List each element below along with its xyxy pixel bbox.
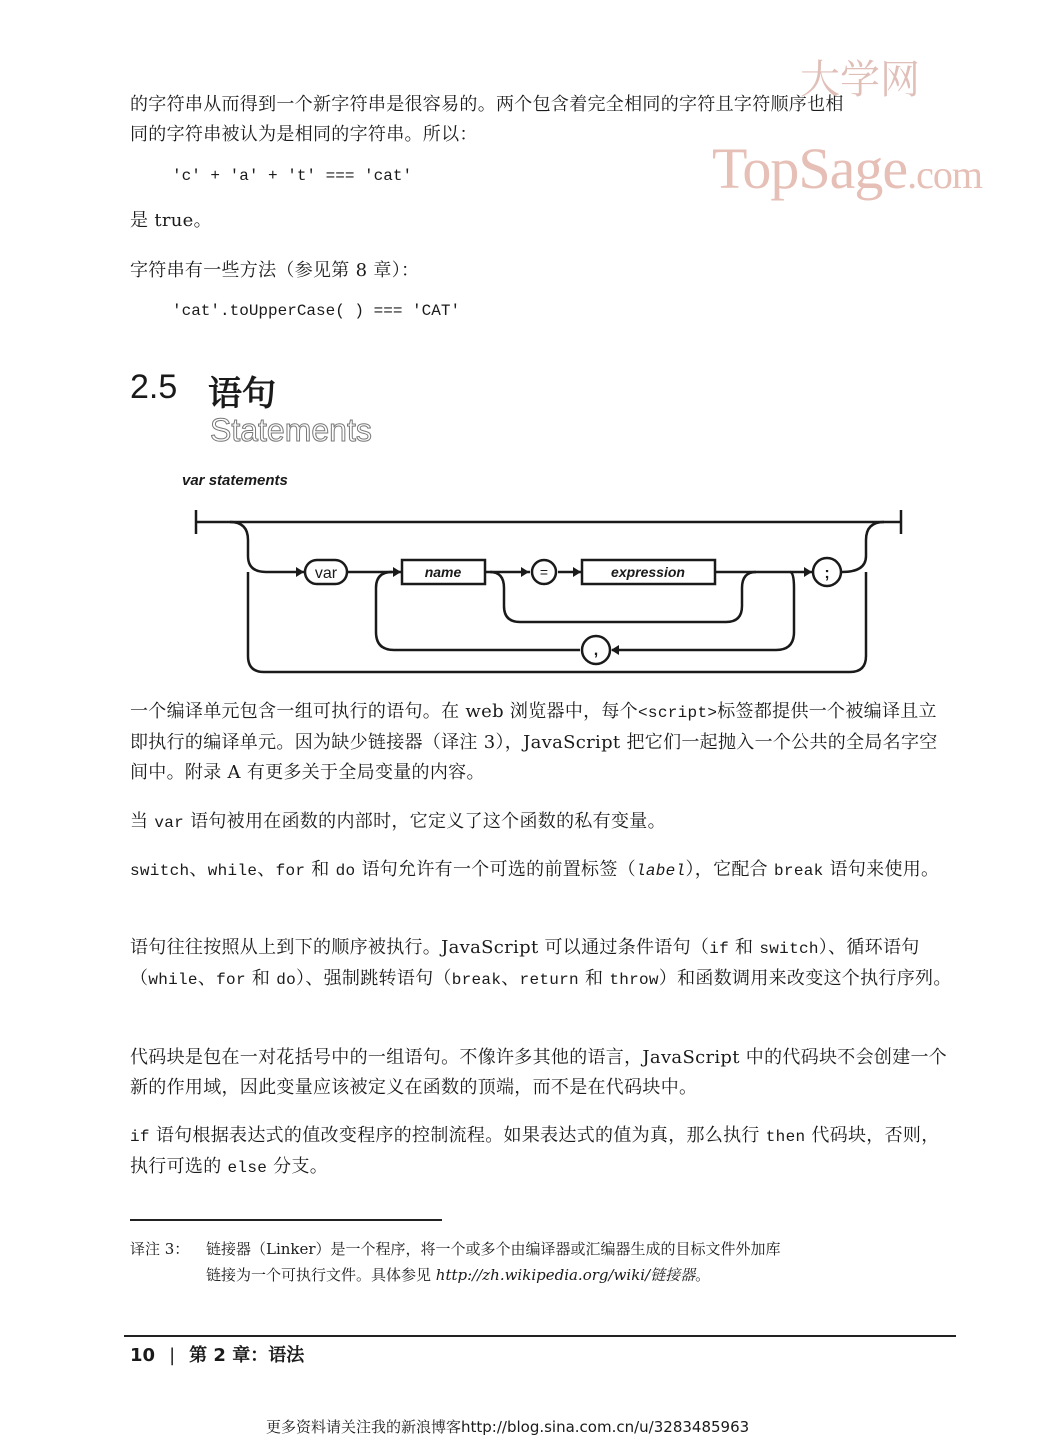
label-sep-2: 、	[257, 859, 276, 880]
if-keyword: if	[709, 940, 730, 958]
footnote-label: 译注 3：	[130, 1240, 190, 1258]
order-sep-1: 、	[197, 968, 217, 989]
order-text-b: ）、循环语句（	[130, 937, 920, 989]
label-keyword: label	[635, 862, 686, 880]
break-keyword: break	[774, 862, 824, 880]
diagram-node-var: var	[314, 565, 338, 582]
footer-separator: |	[169, 1345, 176, 1366]
while-keyword: while	[207, 862, 258, 880]
while-keyword: while	[148, 971, 198, 989]
page-footer	[130, 1341, 304, 1367]
compilation-unit-paragraph	[130, 697, 952, 788]
diagram-node-semicolon: ;	[824, 565, 830, 582]
for-keyword: for	[275, 862, 306, 880]
watermark-name: TopSage	[712, 136, 908, 201]
if-keyword: if	[130, 1128, 150, 1146]
code-touppercase: 'cat'.toUpperCase( ) === 'CAT'	[172, 302, 461, 320]
if-text-c: 分支。	[267, 1156, 329, 1177]
do-keyword: do	[276, 971, 297, 989]
then-keyword: then	[765, 1128, 806, 1146]
intro-line-2: 同的字符串被认为是相同的字符串。所以：	[130, 124, 478, 145]
switch-keyword: switch	[759, 940, 819, 958]
script-tag-code: <script>	[638, 704, 718, 722]
do-keyword: do	[335, 862, 356, 880]
page-number: 10	[130, 1345, 156, 1366]
chapter-title: 第 2 章：语法	[189, 1345, 305, 1366]
var-paragraph	[130, 807, 952, 838]
if-paragraph	[130, 1121, 952, 1183]
var-keyword: var	[154, 814, 185, 832]
order-sep-2: 、	[501, 968, 520, 989]
true-paragraph: 是 true。	[130, 210, 212, 231]
unit-text-a: 一个编译单元包含一组可执行的语句。在 web 浏览器中，每个	[130, 701, 639, 722]
if-text-a: 语句根据表达式的值改变程序的控制流程。如果表达式的值为真，那么执行	[149, 1125, 766, 1146]
diagram-node-name: name	[424, 564, 462, 580]
throw-keyword: throw	[609, 971, 659, 989]
switch-keyword: switch	[130, 862, 190, 880]
label-paragraph	[130, 855, 952, 886]
order-text-c: ）、强制跳转语句（	[296, 968, 452, 989]
label-text-b: ），它配合	[685, 859, 775, 880]
label-text-c: 语句来使用。	[823, 859, 940, 880]
diagram-node-comma: ,	[593, 642, 599, 659]
footnote-line-2a: 链接为一个可执行文件。具体参见	[206, 1266, 436, 1284]
footnote-line-2b: 。	[695, 1266, 711, 1284]
diagram-label: var statements	[182, 472, 288, 489]
footnote-url[interactable]: http://zh.wikipedia.org/wiki/链接器	[435, 1266, 696, 1284]
footer-rule	[124, 1335, 956, 1337]
order-text-d: ）和函数调用来改变这个执行序列。	[658, 968, 952, 989]
block-paragraph: 代码块是包在一对花括号中的一组语句。不像许多其他的语言，JavaScript 中的代码块不会创建一个新的作用域，因此变量应该被定义在函数的顶端，而不是在代码块中。	[130, 1047, 948, 1098]
unit-text-b: 标签都提供一个被编译且立即执行的编译单元。因为缺少链接器（译注 3），JavaScript 把它们一起抛入一个公共的全局名字空间中。附录 A 有更多关于全局变量的内容。	[130, 701, 938, 783]
order-text-a: 语句往往按照从上到下的顺序被执行。JavaScript 可以通过条件语句（	[130, 937, 710, 958]
var-statements-diagram	[0, 0, 1057, 700]
else-keyword: else	[227, 1159, 268, 1177]
footnote-line-1: 链接器（Linker）是一个程序，将一个或多个由编译器或汇编器生成的目标文件外加库	[206, 1240, 781, 1258]
break-keyword: break	[451, 971, 502, 989]
label-sep-1: 、	[189, 859, 208, 880]
methods-paragraph: 字符串有一些方法（参见第 8 章）：	[130, 260, 420, 281]
intro-line-1: 的字符串从而得到一个新字符串是很容易的。两个包含着完全相同的字符且字符顺序也相	[130, 94, 844, 115]
label-text-a: 语句允许有一个可选的前置标签（	[355, 859, 636, 880]
footnote	[130, 1236, 952, 1288]
return-keyword: return	[519, 971, 579, 989]
order-and-2: 和	[245, 968, 277, 989]
var-text-b: 语句被用在函数的内部时，它定义了这个函数的私有变量。	[184, 811, 666, 832]
section-subtitle: Statements	[210, 412, 372, 448]
diagram-node-expression: expression	[611, 564, 685, 580]
footnote-rule	[130, 1219, 442, 1221]
var-text-a: 当	[130, 811, 155, 832]
blog-notice: 更多资料请关注我的新浪博客http://blog.sina.com.cn/u/3283485963	[266, 1418, 750, 1436]
label-and: 和	[305, 859, 336, 880]
watermark-chinese: 大学网	[800, 57, 920, 103]
code-concat: 'c' + 'a' + 't' === 'cat'	[172, 167, 413, 185]
section-title: 语句	[208, 374, 276, 414]
diagram-node-equals: =	[539, 564, 549, 580]
watermark-suffix: .com	[907, 152, 982, 197]
if-text-b: 代码块，否则，执行可选的	[130, 1125, 940, 1177]
section-number: 2.5	[130, 368, 178, 406]
for-keyword: for	[216, 971, 246, 989]
order-and-1: 和	[729, 937, 760, 958]
order-and-3: 和	[578, 968, 610, 989]
order-paragraph	[130, 933, 952, 995]
